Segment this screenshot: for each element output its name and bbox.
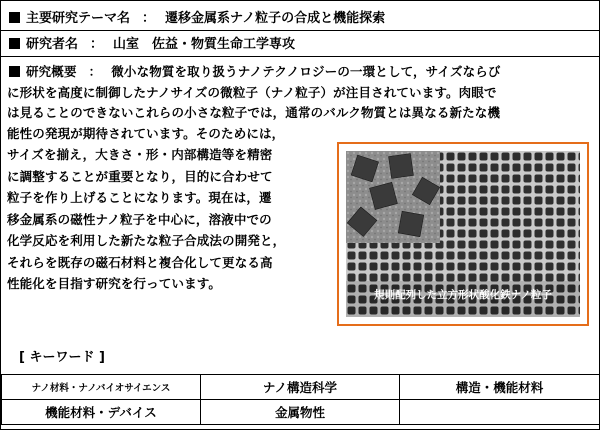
table-row [2, 375, 600, 400]
theme-label: 主要研究テーマ名 [26, 11, 131, 26]
abstract-text-line: は見ることのできないこれらの小さな粒子では，通常のバルク物質とは異なる新たな機 [7, 105, 501, 120]
abstract-line [7, 62, 597, 83]
theme-row [1, 9, 599, 29]
square-bullet-icon [9, 12, 20, 23]
abstract-text-line: に調整することが重要となり，目的に合わせて [7, 168, 273, 184]
divider [1, 30, 599, 31]
abstract-text-line: 移金属系の磁性ナノ粒子を中心に，溶液中での [7, 211, 272, 227]
keyword-cell: ナノ構造科学 [201, 375, 400, 400]
theme-separator: ： [142, 11, 156, 26]
abstract-text-line: 粒子を作り上げることになります。現在は，遷 [7, 190, 272, 205]
divider [1, 56, 599, 57]
nanoparticle-micrograph [346, 151, 580, 317]
abstract-text-line: 化学反応を利用した新たな粒子合成法の開発と， [7, 233, 286, 248]
researcher-row [1, 35, 599, 55]
keyword-cell: 金属物性 [201, 400, 400, 425]
abstract-text-line: 微小な物質を取り扱うナノテクノロジーの一環として，サイズならび [111, 64, 501, 79]
abstract-text-line: 能性の発現が期待されています。そのためには， [7, 125, 285, 141]
inset-micrograph [346, 151, 440, 243]
keyword-cell: 機能材料・デバイス [2, 400, 201, 425]
researcher-value: 山室 佐益・物質生命工学専攻 [113, 37, 296, 52]
square-bullet-icon [9, 38, 20, 49]
abstract-text-line: に形状を高度に制御したナノサイズの微粒子（ナノ粒子）が注目されています。肉眼で [7, 84, 497, 100]
abstract-text-line: サイズを揃え，大きさ・形・内部構造等を精密 [7, 147, 273, 162]
keyword-cell: 構造・機能材料 [400, 375, 600, 400]
keywords-heading: [ キーワード ] [19, 350, 105, 365]
photo-caption: 規則配列した立方形状酸化鉄ナノ粒子 [374, 289, 552, 301]
researcher-label: 研究者名 [26, 37, 79, 52]
abstract-text-line: 性能化を目指す研究を行っています。 [7, 276, 222, 291]
square-bullet-icon [9, 66, 20, 77]
abstract-label: 研究概要 [26, 64, 77, 79]
keyword-cell: ナノ材料・ナノバイオサイエンス [2, 375, 201, 400]
abstract-text-line: それらを既存の磁石材料と複合化して更なる高 [7, 254, 273, 270]
keyword-cell [400, 400, 600, 425]
keywords-table [1, 374, 600, 425]
abstract-separator: ： [88, 64, 102, 79]
researcher-separator: ： [90, 37, 104, 52]
theme-value: 遷移金属系ナノ粒子の合成と機能探索 [165, 11, 386, 26]
photo-frame [337, 142, 589, 326]
table-row [2, 400, 600, 425]
